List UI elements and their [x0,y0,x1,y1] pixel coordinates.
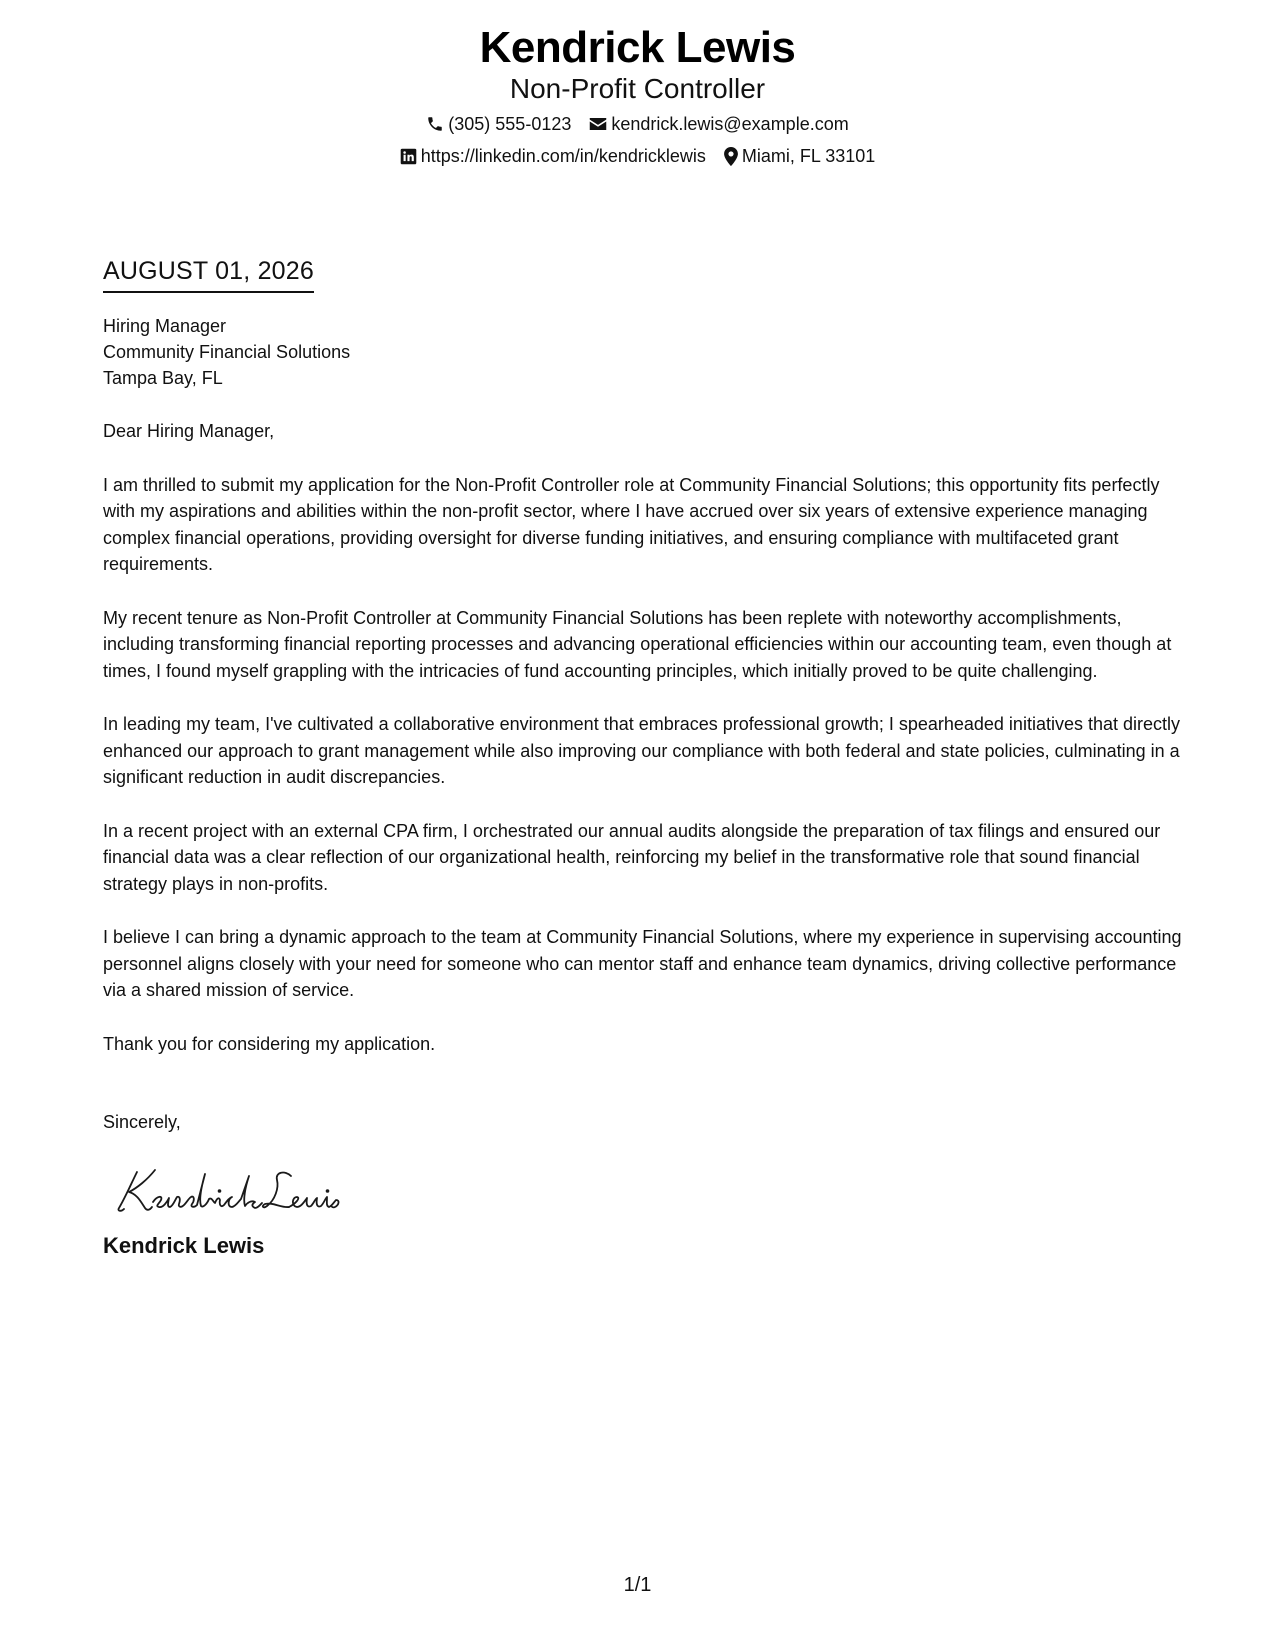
signature-image [115,1162,355,1218]
body-paragraph: In leading my team, I've cultivated a collaborative environment that embraces professional growth; I spearheaded initiatives that directly enhanced our approach to grant management while also improving our compliance with both federal and state policies, culminating in a significant reduction in audit discrepancies. [103,714,1181,787]
recipient-location: Tampa Bay, FL [103,368,223,388]
phone-icon [426,115,444,133]
closing-line: Thank you for considering my application. [103,1033,436,1054]
body-paragraph: I believe I can bring a dynamic approach to the team at Community Financial Solutions, where my experience in supervising accounting personnel aligns closely with your need for someone who can mentor staff and enhance team dynamics, driving collective performance via a shared mission of service. [103,927,1182,1000]
recipient-name: Hiring Manager [103,316,227,336]
salutation: Dear Hiring Manager, [103,421,275,441]
signer-name: Kendrick Lewis [103,1232,265,1258]
letter-date: AUGUST 01, 2026 [103,255,314,293]
email-address[interactable]: kendrick.lewis@example.com [611,114,849,134]
body-paragraph: My recent tenure as Non-Profit Controller at Community Financial Solutions has been replete with noteworthy accomplishments, including transforming financial reporting processes and advancing operational efficiencies within our accounting team, even though at times, I found myself grappling with the intricacies of fund accounting principles, which initially proved to be quite challenging. [103,607,1172,681]
contact-email [589,112,848,136]
applicant-title: Non-Profit Controller [509,73,766,104]
contact-row-2 [0,144,1275,168]
body-paragraph: I am thrilled to submit my application for the Non-Profit Controller role at Community Financial Solutions; this opportunity fits perfectly with my aspirations and abilities within the non-profit sector, where I have accrued over six years of extensive experience managing complex financial operations, providing oversight for diverse funding initiatives, and ensuring compliance with multifaceted grant requirements. [103,474,1160,574]
recipient-company: Community Financial Solutions [103,342,351,362]
map-pin-icon [724,147,738,166]
page-indicator: 1/1 [623,1574,652,1596]
letter-body [103,255,1183,1260]
contact-row-1 [0,112,1275,136]
envelope-icon [589,116,607,132]
location-text: Miami, FL 33101 [741,146,876,166]
phone-number: (305) 555-0123 [448,114,572,134]
contact-location [724,144,875,168]
applicant-name: Kendrick Lewis [479,23,796,72]
linkedin-url[interactable]: https://linkedin.com/in/kendricklewis [420,146,706,166]
contact-linkedin [400,144,706,168]
contact-phone [426,112,571,136]
letter-header [0,22,1275,168]
body-paragraph: In a recent project with an external CPA firm, I orchestrated our annual audits alongside the preparation of tax filings and ensured our financial data was a clear reflection of our organizational health, reinforcing my belief in the transformative role that sound financial strategy plays in non-profits. [103,820,1161,894]
signoff: Sincerely, [103,1112,181,1132]
recipient-block [103,313,1183,391]
linkedin-icon [400,148,417,165]
